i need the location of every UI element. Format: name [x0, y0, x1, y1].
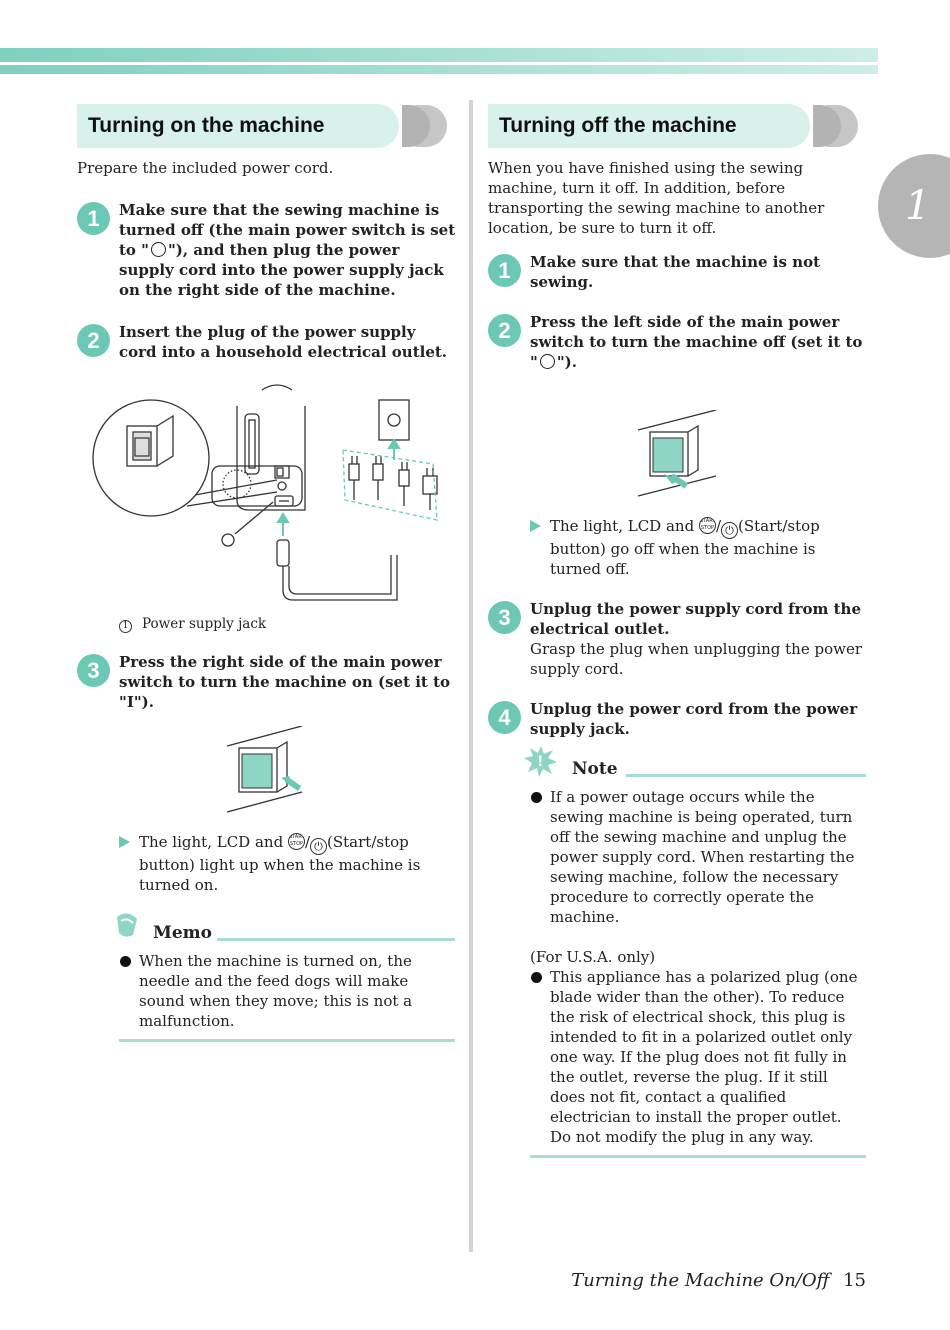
- intro-text: When you have finished using the sewing machine, turn it off. In addition, before transporting the sewing machine to another location, be sure to turn it off.: [488, 159, 825, 237]
- step-3: [77, 652, 457, 712]
- step-text: Make sure that the sewing machine is turned off (the main power switch is set to " "), and then plug the power supply cord into the power supply jack on the right side of the machine.: [119, 201, 456, 299]
- step-number: 2: [77, 324, 110, 357]
- usa-label: (For U.S.A. only): [530, 948, 656, 966]
- note-icon: [524, 745, 558, 777]
- power-icon: ⏻: [310, 838, 327, 855]
- step-number: 2: [488, 314, 521, 347]
- step-1: [488, 252, 868, 292]
- off-symbol-icon: [540, 354, 555, 369]
- result-text: The light, LCD and START STOP / ⏻ (Start/stop button) go off when the machine is turned off.: [530, 516, 868, 579]
- step-number: 1: [77, 202, 110, 235]
- step-4: [488, 699, 868, 739]
- step-number: 3: [77, 654, 110, 687]
- figure-caption: 1 Power supply jack: [119, 614, 457, 634]
- callout-number: 1: [119, 620, 132, 633]
- step-1: [77, 200, 457, 300]
- step-text: Unplug the power supply cord from the electrical outlet.: [530, 600, 862, 638]
- step-text: Insert the plug of the power supply cord into a household electrical outlet.: [119, 323, 448, 361]
- step-text: Unplug the power cord from the power supply jack.: [530, 700, 858, 738]
- start-stop-icon: START STOP: [288, 833, 305, 850]
- left-column: [77, 104, 457, 1042]
- step-3: [488, 599, 868, 679]
- page-footer: [571, 1271, 866, 1291]
- step-text: Make sure that the machine is not sewing.: [530, 253, 821, 291]
- result-arrow-icon: [119, 836, 130, 848]
- off-symbol-icon: [151, 242, 166, 257]
- memo-item: When the machine is turned on, the needle and the feed dogs will make sound when they move; this is not a malfunction.: [119, 951, 455, 1031]
- top-color-band: [0, 48, 878, 74]
- chapter-number: 1: [905, 183, 931, 229]
- start-stop-icon: START STOP: [699, 517, 716, 534]
- switch-on-illustration: [77, 726, 457, 816]
- step-subtext: Grasp the plug when unplugging the power supply cord.: [530, 640, 862, 678]
- step-number: 1: [488, 254, 521, 287]
- step-number: 3: [488, 601, 521, 634]
- note-title: Note: [572, 759, 618, 779]
- intro-text: Prepare the included power cord.: [77, 159, 334, 177]
- result-arrow-icon: [530, 520, 541, 532]
- power-icon: ⏻: [721, 522, 738, 539]
- note-item: If a power outage occurs while the sewing machine is being operated, turn off the sewing machine and unplug the power supply cord. When restarting the sewing machine, follow the necessary procedure to correctly operate the machine.: [530, 787, 866, 927]
- section-heading-on: [77, 104, 453, 148]
- switch-off-illustration: [488, 410, 868, 500]
- memo-title: Memo: [153, 923, 212, 943]
- result-text: The light, LCD and START STOP / ⏻ (Start/stop button) light up when the machine is turned on.: [119, 832, 457, 895]
- step-text: Press the right side of the main power switch to turn the machine on (set it to "I").: [119, 653, 451, 711]
- step-number: 4: [488, 701, 521, 734]
- svg-text:!: !: [537, 754, 544, 770]
- note-box: [530, 751, 866, 1158]
- memo-box: [119, 915, 455, 1042]
- footer-title: Turning the Machine On/Off: [571, 1270, 830, 1291]
- section-title: Turning on the machine: [88, 114, 325, 137]
- section-heading-off: [488, 104, 864, 148]
- page-number: 15: [843, 1270, 866, 1291]
- right-column: [488, 104, 868, 1158]
- step-text: Press the left side of the main power switch to turn the machine off (set it to " ").: [530, 313, 863, 371]
- chapter-tab: [878, 154, 950, 258]
- power-cord-illustration: [77, 380, 457, 610]
- memo-icon: [113, 911, 143, 941]
- column-divider: [469, 100, 473, 1252]
- section-title: Turning off the machine: [499, 114, 737, 137]
- step-2: [488, 312, 868, 372]
- step-2: [77, 322, 457, 362]
- note-item: This appliance has a polarized plug (one blade wider than the other). To reduce the risk of electrical shock, this plug is intended to fit in a polarized outlet only one way. If the plug does not fit fully in the outlet, reverse the plug. If it still does not fit, contact a qualified electrician to install the proper outlet. Do not modify the plug in any way.: [530, 967, 866, 1147]
